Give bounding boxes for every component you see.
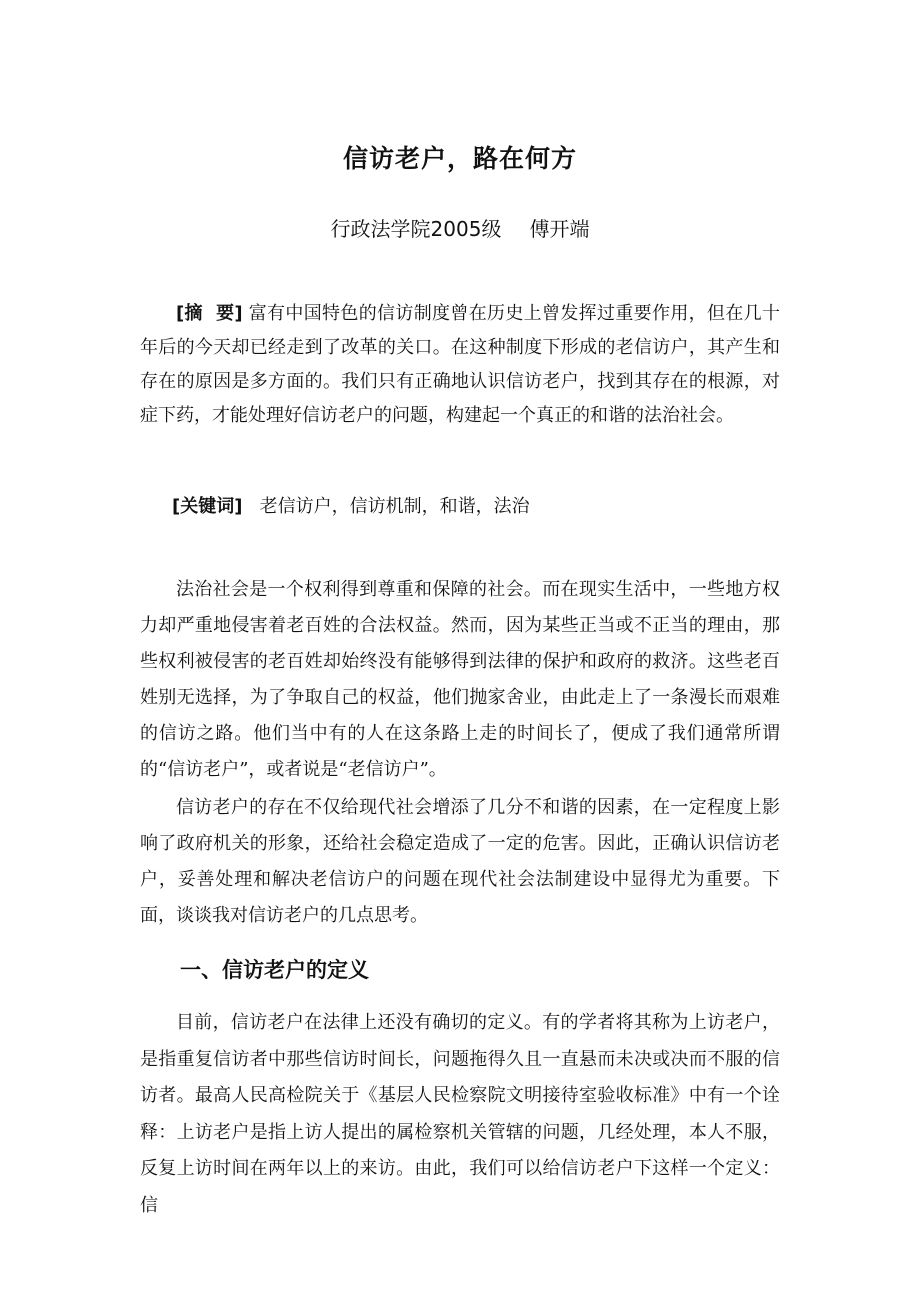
paragraph-text: 目前，信访老户在法律上还没有确切的定义。有的学者将其称为上访老户，是指重复信访者中那些信访时间长，问题拖得久且一直悬而未决或决而不服的信访者。最高人民高检院关于《基层人民检察院文明接待室验收标准》中有一个诠释：上访老户是指上访人提出的属检察机关管辖的问题，几经处理，本人不服，反复上访时间在两年以上的来访。由此，我们可以给信访老户下这样一个定义：信 xyxy=(140,1012,780,1216)
document-title: 信访老户，路在何方 xyxy=(342,144,577,173)
body-paragraph-2 xyxy=(140,790,780,934)
author-affiliation: 行政法学院2005级 xyxy=(330,217,502,241)
abstract xyxy=(140,297,780,433)
author-byline xyxy=(0,213,920,245)
section-heading: 一、信访老户的定义 xyxy=(180,958,369,982)
keywords-label: [关键词] xyxy=(172,496,243,517)
paragraph-text: 法治社会是一个权利得到尊重和保障的社会。而在现实生活中，一些地方权力却严重地侵害着老百姓的合法权益。然而，因为某些正当或不正当的理由，那些权利被侵害的老百姓却始终没有能够得到法律的保护和政府的救济。这些老百姓别无选择，为了争取自己的权益，他们抛家舍业，由此走上了一条漫长而艰难的信访之路。他们当中有的人在这条路上走的时间长了，便成了我们通常所谓的“信访老户”，或者说是“老信访户”。 xyxy=(140,579,780,780)
keywords-text: 老信访户，信访机制，和谐，法治 xyxy=(259,496,530,517)
body-paragraph-1 xyxy=(140,572,780,788)
section-paragraph xyxy=(140,1005,780,1224)
abstract-text: 富有中国特色的信访制度曾在历史上曾发挥过重要作用，但在几十年后的今天却已经走到了改革的关口。在这种制度下形成的老信访户，其产生和存在的原因是多方面的。我们只有正确地认识信访老户，找到其存在的根源，对症下药，才能处理好信访老户的问题，构建起一个真正的和谐的法治社会。 xyxy=(140,303,780,426)
author-name: 傅开端 xyxy=(529,217,590,241)
keywords xyxy=(172,490,530,524)
abstract-label: [摘 要] xyxy=(176,303,243,324)
paragraph-text: 信访老户的存在不仅给现代社会增添了几分不和谐的因素，在一定程度上影响了政府机关的形象，还给社会稳定造成了一定的危害。因此，正确认识信访老户，妥善处理和解决老信访户的问题在现代社会法制建设中显得尤为重要。下面，谈谈我对信访老户的几点思考。 xyxy=(140,797,780,926)
